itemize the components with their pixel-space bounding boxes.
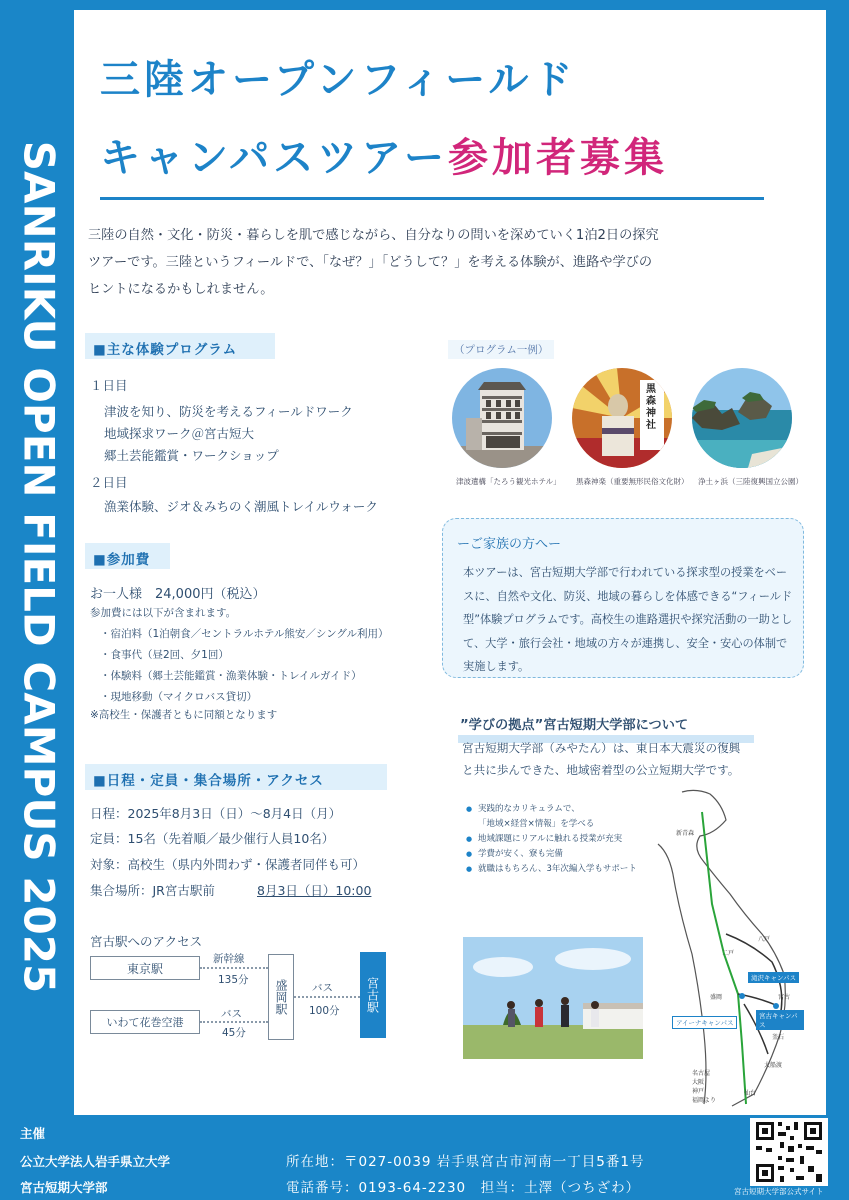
day1-item: 津波を知り、防災を考えるフィールドワーク — [104, 404, 353, 419]
about-line: と共に歩んできた、地域密着型の公立短期大学です。 — [462, 763, 740, 777]
map-label: 大阪 — [692, 1079, 705, 1086]
fee-item: ・現地移動（マイクロバス貸切） — [100, 691, 258, 703]
title-recruit: 参加者募集 — [448, 135, 668, 181]
coast-photo — [692, 368, 792, 468]
hotel-photo — [452, 368, 552, 468]
qr-caption: 宮古短期大学部公式サイト — [734, 1187, 824, 1196]
map-label: 宮古 — [778, 994, 791, 1001]
about-line: 宮古短期大学部（みやたん）は、東日本大震災の復興 — [462, 741, 741, 755]
family-body: 本ツアーは、宮古短期大学部で行われている探求型の授業をベースに、自然や文化、防災、地域の暮らしを体感できる“フィールド型”体験プログラムです。高校生の進路選択や探究活動の一助として、大学・旅行会社・地域の方々が連携し、安全・安心の体制で実施します。 — [463, 566, 793, 673]
map-label-aina: アイーナキャンパス — [672, 1016, 737, 1029]
bus-line — [200, 1021, 268, 1023]
schedule-target: 対象：高校生（県内外問わず・保護者同伴も可） — [90, 857, 366, 872]
photo-caption: 黒森神楽（重要無形民俗文化財） — [576, 477, 689, 486]
organizer-name: 公立大学法人岩手県立大学 — [20, 1154, 171, 1169]
iwate-map — [652, 784, 804, 1110]
photo-caption: 津波遺構「たろう観光ホテル」 — [456, 477, 561, 486]
footer-phone: 電話番号：0193-64-2230 担当：土澤（つちざわ） — [286, 1180, 641, 1196]
bullet-item: ● 就職はもちろん、3年次編入学もサポート — [466, 862, 637, 877]
footer-address: 所在地：〒027-0039 岩手県宮古市河南一丁目5番1号 — [286, 1154, 645, 1170]
schedule-capacity: 定員：15名（先着順／最少催行人員10名） — [90, 831, 335, 846]
fee-item: ・食事代（昼2回、夕1回） — [100, 649, 229, 661]
map-label-takizawa: 滝沢キャンパス — [748, 972, 799, 983]
morioka-station-box: 盛岡駅 — [268, 954, 294, 1040]
map-label: 二戸 — [722, 950, 735, 957]
bus2-label: バス — [312, 982, 333, 994]
intro-text: 三陸の自然・文化・防災・暮らしを肌で感じながら、自分なりの問いを深めていく1泊2日の探究 ツアーです。三陸というフィールドで、「なぜ？」「どうして？」を考える体験が、進路や学びの ヒントになるかもしれません。 — [88, 228, 659, 297]
photo-caption: 浄土ヶ浜（三陸復興国立公園） — [698, 477, 803, 486]
fee-note: ※高校生・保護者ともに同額となります — [90, 709, 278, 721]
bullet-item: ● 実践的なカリキュラムで、 — [466, 802, 637, 817]
day1-item: 地域探求ワーク＠宮古短大 — [104, 426, 255, 441]
shrine-text: 黒森神社 — [646, 384, 656, 431]
schedule-meeting: 集合場所：JR宮古駅前 — [90, 883, 215, 898]
map-label: 釜石 — [772, 1034, 785, 1041]
family-heading: ーご家族の方へー — [457, 537, 562, 552]
about-bullets — [466, 802, 637, 877]
day1-label: １日目 — [90, 378, 128, 393]
bus1-label: バス — [221, 1008, 242, 1020]
day2-label: ２日目 — [90, 475, 128, 490]
hanamaki-airport-box: いわて花巻空港 — [90, 1010, 200, 1034]
title-divider — [100, 197, 764, 200]
bullet-item: ● 学費が安く、寮も完備 — [466, 847, 637, 862]
program-heading: ■主な体験プログラム — [85, 333, 275, 359]
bullet-item: ● 地域課題にリアルに触れる授業が充実 — [466, 832, 637, 847]
map-label: 新青森 — [676, 830, 695, 837]
shinkansen-label: 新幹線 — [213, 953, 245, 965]
map-label: 大船渡 — [764, 1062, 783, 1069]
kagura-photo — [572, 368, 672, 468]
title-line1: 三陸オープンフィールド — [100, 57, 577, 103]
day1-item: 郷土芸能鑑賞・ワークショップ — [104, 448, 279, 463]
qr-code[interactable] — [750, 1118, 828, 1186]
bus1-time: 45分 — [222, 1027, 246, 1039]
map-label: 名古屋 — [692, 1070, 711, 1077]
coast-illustration — [692, 368, 792, 468]
map-label: 八戸 — [758, 936, 771, 943]
fee-item: ・宿泊料（1泊朝食／セントラルホテル熊安／シングル利用） — [100, 628, 389, 640]
bus2-line — [294, 996, 360, 998]
bullet-item: 「地域×経営×情報」を学べる — [478, 819, 595, 829]
example-label: （プログラム一例） — [448, 340, 554, 359]
organizer-sub: 宮古短期大学部 — [20, 1180, 108, 1195]
tokyo-station-box: 東京駅 — [90, 956, 200, 980]
students-photo — [463, 937, 643, 1059]
fee-price: お一人様 24,000円（税込） — [90, 587, 266, 602]
shinkansen-line — [200, 967, 268, 969]
bus2-time: 100分 — [309, 1005, 340, 1017]
miyako-station-box: 宮古駅 — [360, 952, 386, 1038]
fee-item: ・体験料（郷土芸能鑑賞・漁業体験・トレイルガイド） — [100, 670, 362, 682]
map-label: 神戸 — [692, 1088, 705, 1095]
fee-heading: ■参加費 — [85, 543, 170, 569]
shinkansen-time: 135分 — [218, 974, 249, 986]
map-label-miyako-campus: 宮古キャンパス — [756, 1010, 804, 1030]
students-illustration — [463, 937, 643, 1059]
map-label: 仙台 — [744, 1090, 757, 1097]
about-heading: ”学びの拠点”宮古短期大学部について — [460, 718, 689, 733]
title-line2: キャンパスツアー参加者募集 — [100, 135, 668, 181]
schedule-meeting-time: 8月3日（日）10:00 — [257, 883, 372, 898]
family-notice — [442, 518, 804, 678]
map-label: 盛岡 — [710, 994, 723, 1001]
schedule-date: 日程：2025年8月3日（日）～8月4日（月） — [90, 806, 342, 821]
fee-includes: 参加費には以下が含まれます。 — [90, 607, 237, 619]
access-heading: 宮古駅へのアクセス — [90, 934, 203, 949]
hotel-illustration — [452, 368, 552, 468]
map-label: 福岡より — [692, 1097, 717, 1104]
organizer-label: 主催 — [20, 1126, 46, 1141]
day2-item: 漁業体験、ジオ＆みちのく潮風トレイルウォーク — [104, 499, 378, 514]
qr-code-icon — [750, 1118, 828, 1186]
schedule-heading: ■日程・定員・集合場所・アクセス — [85, 764, 387, 790]
vertical-title: SANRIKU OPEN FIELD CAMPUS 2025 — [14, 140, 64, 994]
